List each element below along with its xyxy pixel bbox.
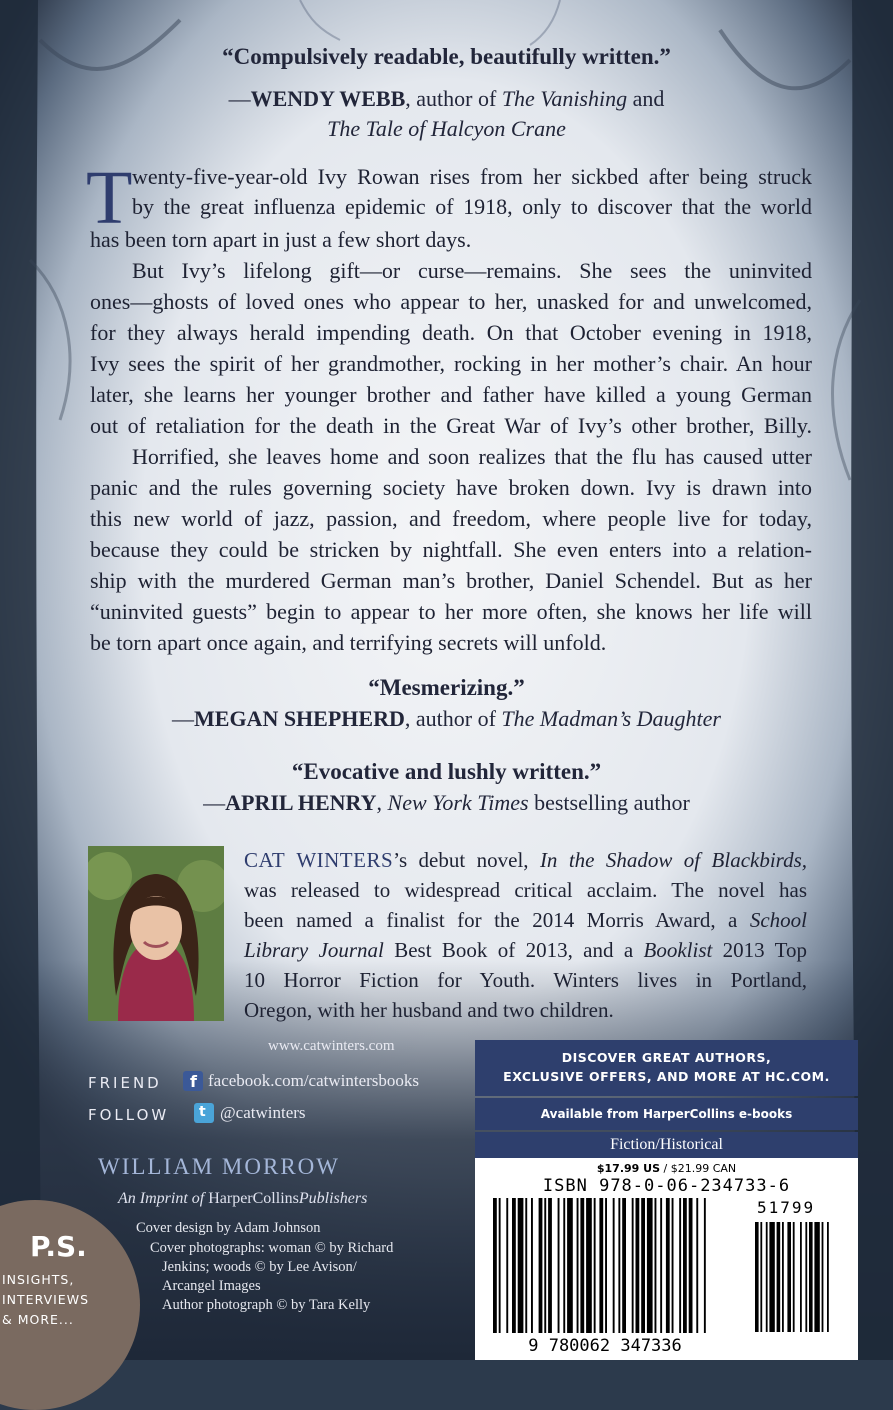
- barcode-addon-bar: [793, 1222, 795, 1332]
- barcode-bar: [683, 1198, 687, 1333]
- barcode-bar: [613, 1198, 615, 1333]
- barcode-panel: [475, 1158, 858, 1360]
- barcode-bar: [594, 1198, 596, 1333]
- second-quote-attribution: [0, 706, 893, 732]
- synopsis-line: later, she learns her younger brother and father have killed a young German: [90, 382, 812, 407]
- synopsis-line: wenty-five-year-old Ivy Rowan rises from her sickbed after being struck: [132, 164, 812, 189]
- barcode-addon-bar: [809, 1222, 813, 1332]
- synopsis-line: out of retaliation for the death in the Great War of Ivy’s other brother, Billy.: [90, 413, 812, 438]
- credit-line: Arcangel Images: [162, 1278, 261, 1294]
- barcode-bar: [618, 1198, 620, 1333]
- attribution-work: New York Times: [387, 790, 529, 815]
- price-separator: /: [660, 1162, 671, 1175]
- barcode-bar: [506, 1198, 508, 1333]
- author-name: CAT WINTERS: [244, 848, 394, 872]
- promo-banner: [475, 1040, 858, 1096]
- synopsis-line: But Ivy’s lifelong gift—or curse—remains. She sees the uninvited: [132, 258, 812, 283]
- barcode-addon-bar: [827, 1222, 829, 1332]
- bio-text: been named a finalist for the 2014 Morris Award, a: [244, 908, 738, 932]
- barcode-bar: [499, 1198, 501, 1333]
- imprint-text: HarperCollins: [208, 1190, 299, 1207]
- bio-italic: School: [749, 908, 808, 932]
- bio-line: Oregon, with her husband and two children.: [244, 998, 614, 1022]
- attribution-work: The Madman’s Daughter: [501, 706, 721, 731]
- synopsis-line: Horrified, she leaves home and soon realizes that the flu has caused utter: [132, 444, 812, 469]
- attribution-text: ,: [376, 790, 388, 815]
- barcode-bar: [696, 1198, 698, 1333]
- barcode-bar: [689, 1198, 693, 1333]
- top-quote-attribution: [0, 86, 893, 112]
- barcode-bar: [518, 1198, 524, 1333]
- price-us: $17.99 US: [596, 1162, 660, 1175]
- author-photo: [88, 846, 224, 1021]
- credit-line: Author photograph © by Tara Kelly: [162, 1297, 371, 1313]
- top-quote-work: The Tale of Halcyon Crane: [327, 116, 566, 141]
- facebook-link[interactable]: facebook.com/catwintersbooks: [208, 1071, 420, 1090]
- barcode-addon-bar: [787, 1222, 791, 1332]
- barcode-bar: [531, 1198, 533, 1333]
- bio-text: ’s: [393, 848, 408, 872]
- ebooks-banner: Available from HarperCollins e-books: [475, 1098, 858, 1130]
- second-quote-text: “Mesmerizing.”: [368, 675, 525, 700]
- follow-label: FOLLOW: [88, 1106, 170, 1124]
- barcode-bar: [567, 1198, 573, 1333]
- publisher-imprint: [118, 1190, 367, 1208]
- website-link[interactable]: www.catwinters.com: [268, 1038, 395, 1054]
- barcode-addon-bar: [766, 1222, 768, 1332]
- barcode-addon-bar: [755, 1222, 759, 1332]
- credit-line: Cover design by Adam Johnson: [136, 1220, 321, 1236]
- attribution-text: , author of: [404, 706, 502, 731]
- credit-line: Jenkins; woods © by Lee Avison/: [162, 1259, 357, 1275]
- barcode-addon-bar: [814, 1222, 819, 1332]
- price-can: $21.99 CAN: [670, 1162, 737, 1175]
- barcode-bar: [666, 1198, 670, 1333]
- barcode-bar: [679, 1198, 681, 1333]
- addon-text: 51799: [757, 1198, 816, 1217]
- bio-text: 2013 Top: [712, 938, 807, 962]
- barcode-bar: [605, 1198, 607, 1333]
- ps-badge-line: INTERVIEWS: [2, 1292, 90, 1307]
- publisher-name: WILLIAM MORROW: [98, 1154, 340, 1179]
- bio-italic: Library Journal: [244, 938, 384, 962]
- barcode-bar: [493, 1198, 497, 1333]
- attribution-work: The Vanishing: [501, 86, 628, 111]
- barcode-bar: [580, 1198, 584, 1333]
- bio-line: [244, 848, 807, 873]
- barcode-bar: [525, 1198, 527, 1333]
- barcode-bar: [577, 1198, 579, 1333]
- dropcap: T: [86, 156, 133, 240]
- price-label: [475, 1162, 858, 1175]
- barcode-bar: [512, 1198, 516, 1333]
- synopsis-line: ship with the murdered German man’s brother, Daniel Schendel. But as her: [90, 568, 812, 593]
- dash: —: [172, 706, 194, 731]
- barcode-bar: [599, 1198, 603, 1333]
- barcode-addon-bar: [782, 1222, 784, 1332]
- bio-italic: Booklist: [643, 938, 713, 962]
- bio-line: was released to widespread critical acclaim. The novel has: [244, 878, 807, 902]
- attribution-text: bestselling author: [528, 790, 690, 815]
- bio-text: debut novel,: [407, 848, 540, 872]
- synopsis-line: panic and the rules governing society have broken down. Ivy is drawn into: [90, 475, 812, 500]
- barcode-bar: [632, 1198, 634, 1333]
- ean-text: 9 780062 347336: [528, 1336, 682, 1356]
- credit-line: Cover photographs: woman © by Richard: [150, 1240, 394, 1256]
- barcode-bar: [704, 1198, 706, 1333]
- category-label: Fiction/Historical: [475, 1132, 858, 1158]
- barcode-bar: [539, 1198, 543, 1333]
- promo-line: DISCOVER GREAT AUTHORS,: [561, 1050, 772, 1065]
- imprint-text: An Imprint of: [118, 1190, 209, 1207]
- synopsis-line: because they could be stricken by nightfall. She even enters into a relation-: [90, 537, 812, 562]
- barcode-bar: [622, 1198, 626, 1333]
- barcode-bar: [672, 1198, 674, 1333]
- third-quote-text: “Evocative and lushly written.”: [291, 759, 602, 784]
- barcode-addon-bar: [769, 1222, 774, 1332]
- barcode-addon-bar: [760, 1222, 762, 1332]
- synopsis-line: this new world of jazz, passion, and freedom, where people live for today,: [90, 506, 812, 531]
- bio-line: 10 Horror Fiction for Youth. Winters lives in Portland,: [244, 968, 807, 992]
- ps-badge-line: INSIGHTS,: [2, 1272, 75, 1287]
- third-quote-attribution: [0, 790, 893, 816]
- barcode-bar: [563, 1198, 565, 1333]
- synopsis-line: be torn apart once again, and terrifying secrets will unfold.: [90, 630, 607, 655]
- facebook-icon[interactable]: f: [183, 1071, 203, 1091]
- barcode-bar: [641, 1198, 645, 1333]
- barcode-addon-bar: [777, 1222, 781, 1332]
- barcode-bar: [586, 1198, 592, 1333]
- top-quote-text: “Compulsively readable, beautifully written.”: [222, 44, 671, 69]
- attribution-text: and: [627, 86, 665, 111]
- bio-book-title: In the Shadow of Blackbirds,: [539, 848, 807, 872]
- synopsis-line: has been torn apart in just a few short days.: [90, 227, 472, 252]
- synopsis-line: ones—ghosts of loved ones who appear to her, unasked for and unwelcomed,: [90, 289, 812, 314]
- barcode-bar: [636, 1198, 640, 1333]
- synopsis-line: “uninvited guests” begin to appear to her more often, she knows her life will: [90, 599, 812, 624]
- imprint-text: Publishers: [298, 1190, 368, 1207]
- barcode-addon-bar: [822, 1222, 824, 1332]
- synopsis-line: Ivy sees the spirit of her grandmother, rocking in her mother’s chair. An hour: [90, 351, 812, 376]
- barcode-bars: [493, 1198, 843, 1338]
- bio-line: [244, 908, 807, 933]
- synopsis-line: by the great influenza epidemic of 1918, only to discover that the world: [132, 194, 812, 219]
- attribution-name: MEGAN SHEPHERD: [194, 706, 405, 731]
- friend-label: FRIEND: [88, 1074, 162, 1092]
- twitter-icon[interactable]: t: [194, 1103, 214, 1123]
- attribution-name: WENDY WEBB: [250, 86, 406, 111]
- promo-line: EXCLUSIVE OFFERS, AND MORE AT HC.COM.: [503, 1069, 830, 1084]
- bio-text: Best Book of 2013, and a: [383, 938, 644, 962]
- dash: —: [228, 86, 251, 111]
- barcode-bar: [647, 1198, 653, 1333]
- synopsis-line: for they always herald impending death. On that October evening in 1918,: [90, 320, 812, 345]
- bio-line: [244, 938, 807, 963]
- barcode-bar: [544, 1198, 546, 1333]
- attribution-text: , author of: [405, 86, 502, 111]
- dash: —: [203, 790, 226, 815]
- barcode-addon-bar: [805, 1222, 807, 1332]
- barcode-bar: [655, 1198, 657, 1333]
- ps-badge-line: & MORE...: [2, 1312, 74, 1327]
- ps-badge-title: P.S.: [30, 1230, 87, 1263]
- isbn-text: ISBN 978-0-06-234733-6: [542, 1176, 791, 1196]
- barcode-bar: [660, 1198, 662, 1333]
- barcode-bar: [558, 1198, 560, 1333]
- attribution-name: APRIL HENRY: [225, 790, 377, 815]
- barcode-bar: [548, 1198, 552, 1333]
- barcode-addon-bar: [800, 1222, 802, 1332]
- twitter-link[interactable]: @catwinters: [220, 1103, 306, 1122]
